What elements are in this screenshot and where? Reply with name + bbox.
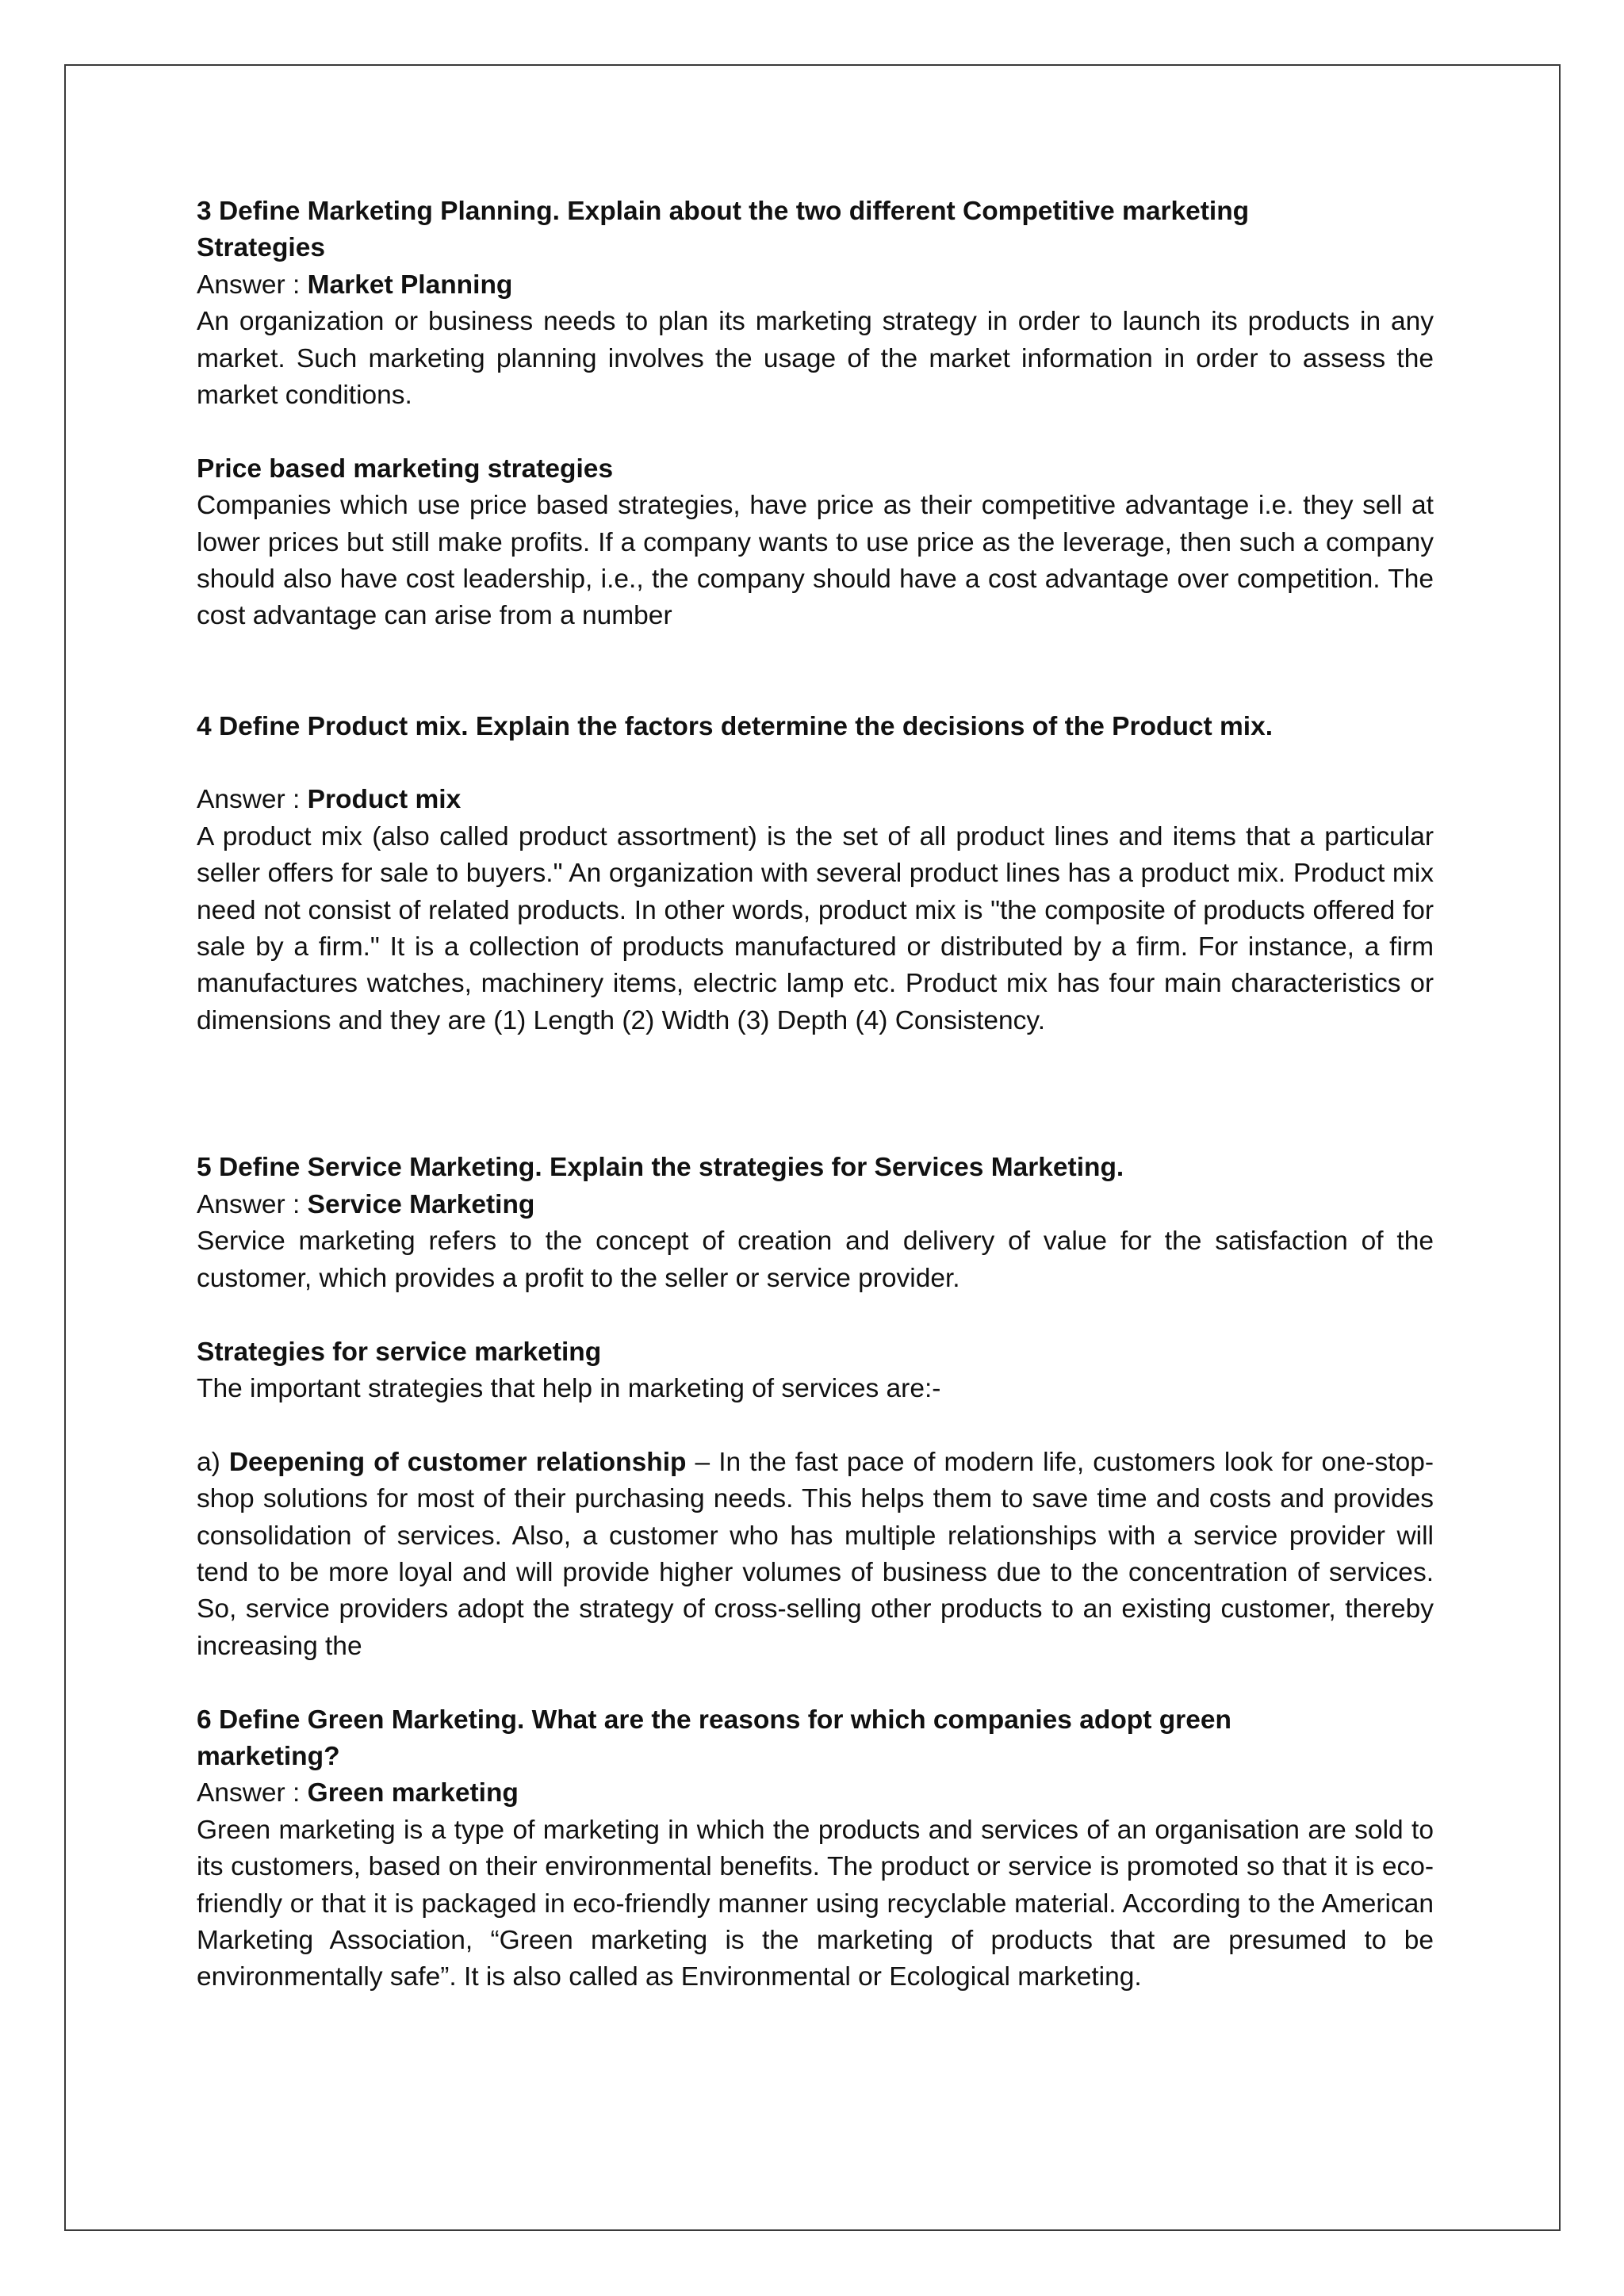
q5-answer-prefix: Answer : — [197, 1189, 308, 1219]
q4-answer-line — [197, 782, 1434, 818]
q5-answer-title: Service Marketing — [307, 1189, 535, 1219]
q6-answer-line — [197, 1775, 1434, 1812]
q5-answer-line — [197, 1187, 1434, 1223]
q3-paragraph: An organization or business needs to plan its marketing strategy in order to launch its products in any market. Such marketing planning involves the usage of the market information in order to assess the market conditions. — [197, 307, 1434, 411]
q5-heading: 5 Define Service Marketing. Explain the strategies for Services Marketing. — [197, 1153, 1124, 1183]
q3-sub-heading: Price based marketing strategies — [197, 453, 614, 484]
q4-answer-title: Product mix — [307, 785, 462, 815]
q5-item-prefix: a) — [197, 1447, 229, 1477]
q5-paragraph: Service marketing refers to the concept of creation and delivery of value for the satisfaction of the customer, which provides a profit to the seller or service provider. — [197, 1226, 1434, 1293]
q3-answer-line — [197, 267, 1434, 304]
q5-item-title: Deepening of customer relationship — [228, 1447, 687, 1477]
q5-item-text: – In the fast pace of modern life, customers look for one-stop-shop solutions for most of their purchasing needs. This helps them to save time and costs and provides consolidation of services. Also, a customer who has multiple relationships with a service provider will tend to be more loyal and will provide higher volumes of business due to the concentration of services. So, service providers adopt the strategy of cross-selling other products to an existing customer, thereby increasing the — [197, 1447, 1434, 1661]
q5-sub-intro: The important strategies that help in marketing of services are:- — [197, 1373, 941, 1403]
q3-heading-line1: 3 Define Marketing Planning. Explain about the two different Competitive marketing — [197, 197, 1250, 226]
q5-strategy-item — [197, 1445, 1434, 1665]
q4-heading: 4 Define Product mix. Explain the factors determine the decisions of the Product mix. — [197, 711, 1274, 741]
q3-heading-line2: Strategies — [197, 233, 325, 263]
document-body — [197, 193, 1434, 1996]
q4-paragraph: A product mix (also called product assortment) is the set of all product lines and items that a particular seller offers for sale to buyers." An organization with several product lines has a product mix. Product mix need not consist of related products. In other words, product mix is "the composite of products offered for sale by a firm." It is a collection of products manufactured or distributed by a firm. For instance, a firm manufactures watches, machinery items, electric lamp etc. Product mix has four main characteristics or dimensions and they are (1) Length (2) Width (3) Depth (4) Consistency. — [197, 821, 1434, 1035]
q4-answer-prefix: Answer : — [197, 785, 308, 815]
q6-paragraph: Green marketing is a type of marketing in which the products and services of an organisation are sold to its customers, based on their environmental benefits. The product or service is promoted so that it is eco-friendly or that it is packaged in eco-friendly manner using recyclable material. According to the American Marketing Association, “Green marketing is the marketing of products that are presumed to be environmentally safe”. It is also called as Environmental or Ecological marketing. — [197, 1815, 1434, 1992]
q3-sub-paragraph: Companies which use price based strategies, have price as their competitive advantage i.e. they sell at lower prices but still make profits. If a company wants to use price as the leverage, then such a company should also have cost leadership, i.e., the company should have a cost advantage over competition. The cost advantage can arise from a number — [197, 491, 1434, 631]
q6-answer-title: Green marketing — [307, 1778, 519, 1808]
q6-heading-line1: 6 Define Green Marketing. What are the reasons for which companies adopt green — [197, 1705, 1231, 1735]
q3-answer-title: Market Planning — [307, 270, 513, 300]
q6-answer-prefix: Answer : — [197, 1778, 308, 1808]
q6-heading-line2: marketing? — [197, 1741, 340, 1771]
q3-answer-prefix: Answer : — [197, 270, 308, 300]
q5-sub-heading: Strategies for service marketing — [197, 1337, 602, 1367]
